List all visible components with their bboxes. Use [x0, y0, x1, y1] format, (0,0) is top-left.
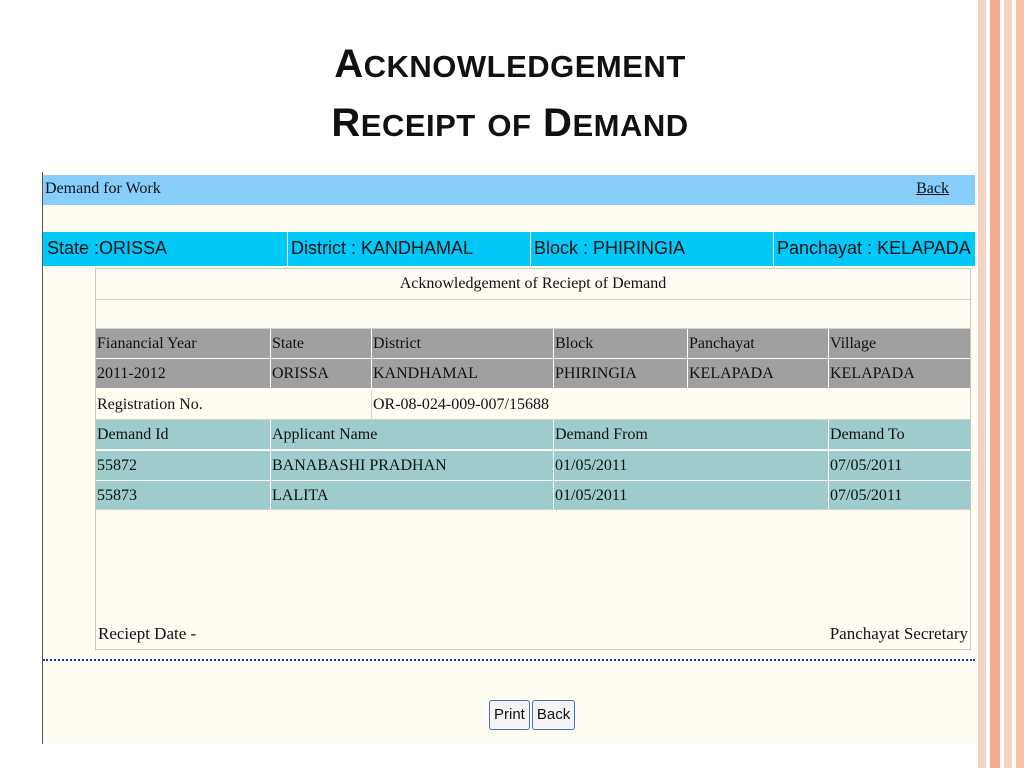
header-state: State [271, 329, 372, 358]
demand-to: 07/05/2011 [830, 457, 903, 474]
registration-label: Registration No. [96, 390, 372, 419]
district-label: District : KANDHAMAL [291, 238, 474, 258]
signatory-label: Panchayat Secretary [829, 624, 968, 643]
header-demand-to: Demand To [830, 426, 905, 443]
back-link[interactable]: Back [916, 180, 949, 197]
header-applicant-name: Applicant Name [271, 420, 554, 449]
state-label: State :ORISSA [47, 238, 168, 258]
value-state: ORISSA [271, 359, 372, 388]
registration-value: OR-08-024-009-007/15688 [373, 396, 549, 413]
block-label: Block : PHIRINGIA [534, 238, 686, 258]
location-bar [43, 232, 975, 266]
demand-id: 55872 [96, 451, 271, 480]
header-village: Village [830, 335, 877, 352]
value-block: PHIRINGIA [554, 359, 688, 388]
demand-from: 01/05/2011 [554, 451, 829, 480]
table-row [96, 480, 970, 510]
panchayat-label: Panchayat : KELAPADA [777, 238, 971, 258]
page-title: Demand for Work [45, 180, 161, 197]
value-village: KELAPADA [830, 365, 915, 382]
value-panchayat: KELAPADA [688, 359, 829, 388]
value-district: KANDHAMAL [372, 359, 554, 388]
divider [530, 232, 531, 266]
registration-row [96, 390, 970, 420]
dotted-divider [43, 659, 975, 661]
header-demand-from: Demand From [554, 420, 829, 449]
slide-title [0, 36, 1020, 154]
receipt-footer [96, 509, 970, 650]
summary-header-row [96, 329, 970, 358]
demand-header-row [96, 420, 970, 449]
receipt-date-label: Reciept Date - [98, 624, 197, 643]
demand-id: 55873 [96, 481, 271, 510]
demand-from: 01/05/2011 [554, 481, 829, 510]
demand-to: 07/05/2011 [830, 487, 903, 504]
print-button[interactable]: Print [489, 700, 530, 730]
receipt-heading: Acknowledgement of Reciept of Demand [96, 269, 970, 300]
back-button[interactable]: Back [532, 700, 575, 730]
receipt-table [95, 268, 971, 650]
divider [287, 232, 288, 266]
blank-row [96, 300, 970, 329]
header-block: Block [554, 329, 688, 358]
top-bar [43, 175, 975, 205]
summary-value-row [96, 359, 970, 388]
table-row [96, 450, 970, 480]
header-panchayat: Panchayat [688, 329, 829, 358]
header-demand-id: Demand Id [96, 420, 271, 449]
header-financial-year: Fianancial Year [96, 329, 271, 358]
value-financial-year: 2011-2012 [96, 359, 271, 388]
title-line-2: RECEIPT OF DEMAND [331, 101, 689, 145]
button-group [489, 700, 577, 730]
divider [773, 232, 774, 266]
title-line-1: ACKNOWLEDGEMENT [334, 42, 686, 86]
screenshot-panel [42, 172, 975, 744]
header-district: District [372, 329, 554, 358]
applicant-name: LALITA [271, 481, 554, 510]
applicant-name: BANABASHI PRADHAN [271, 451, 554, 480]
